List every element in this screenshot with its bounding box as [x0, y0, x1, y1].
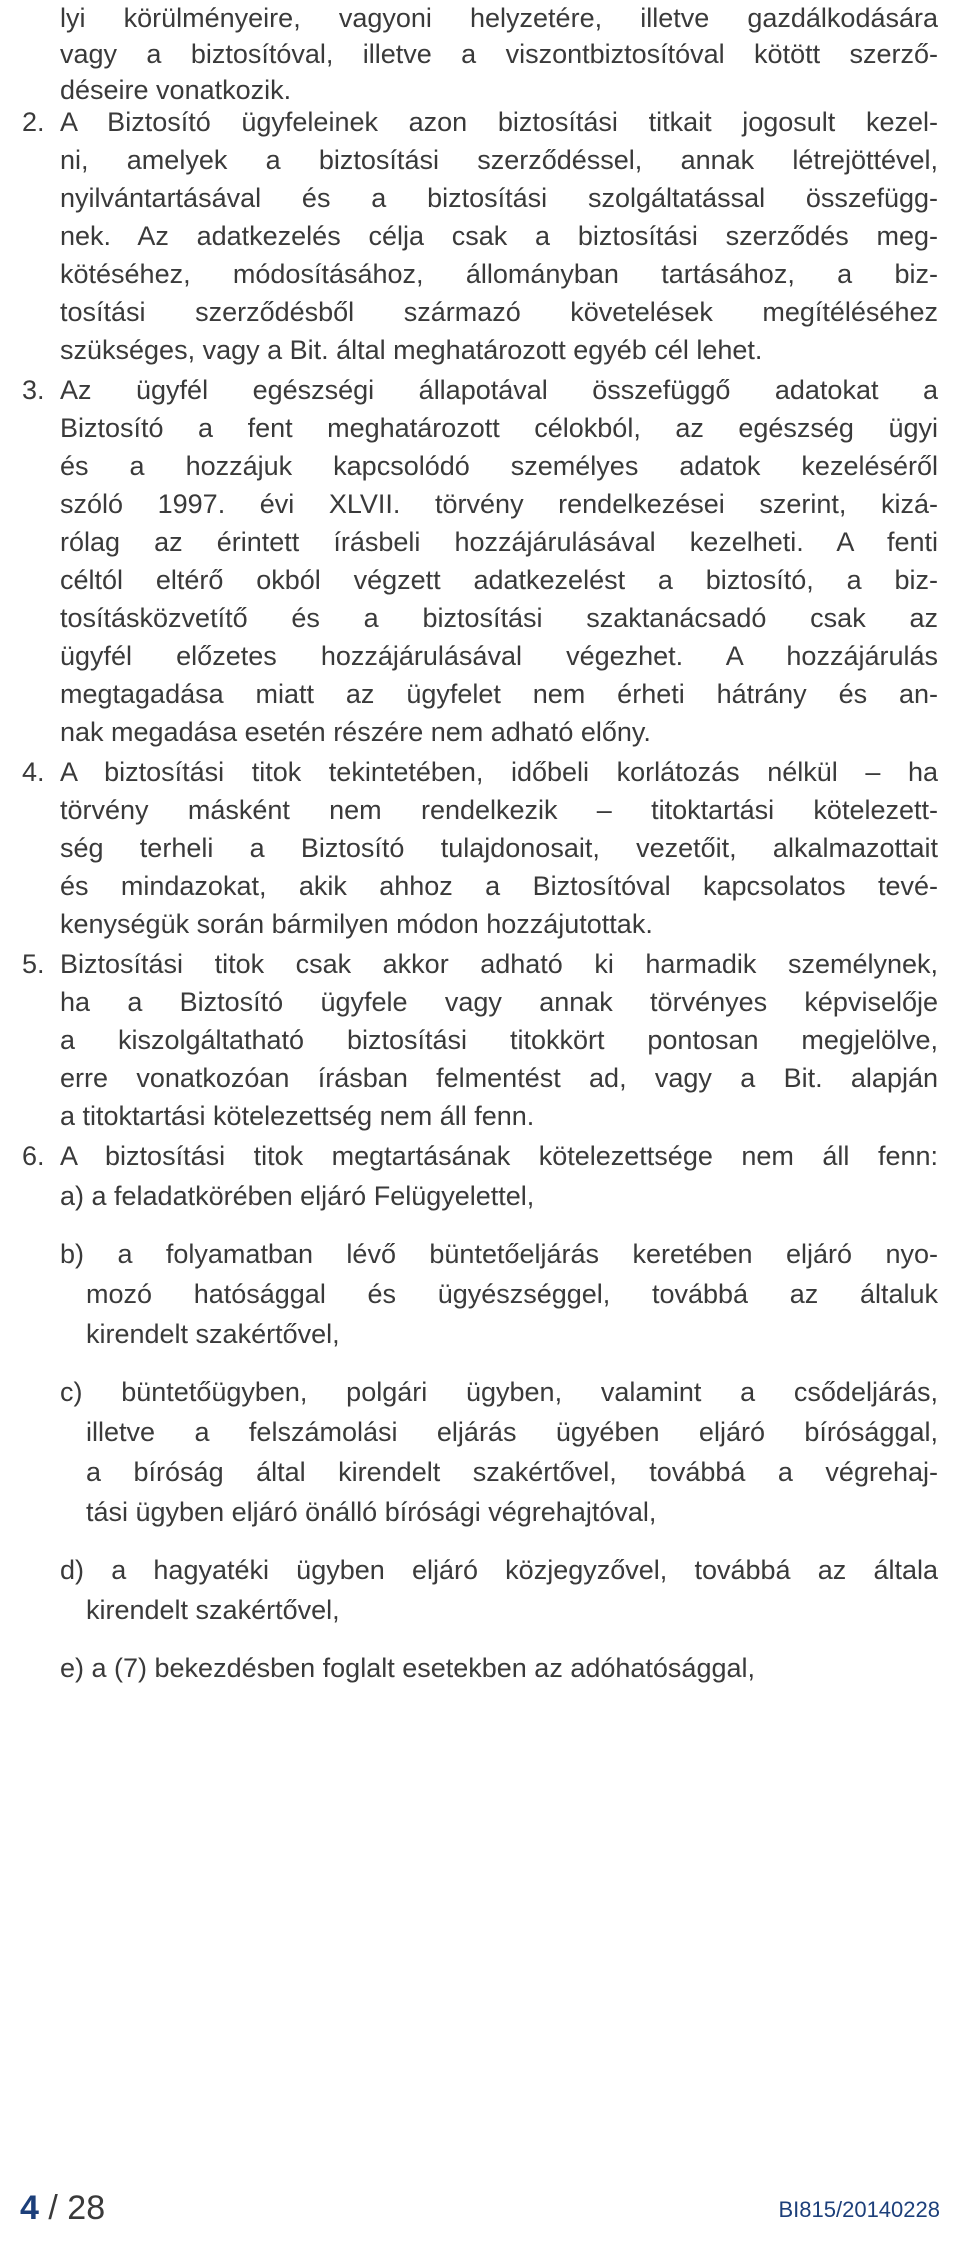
page-current: 4 — [20, 2189, 39, 2227]
text-line: Biztosító a fent meghatározott célokból, az egészség ügyi — [60, 413, 938, 443]
text-line: ség terheli a Biztosító tulajdonosait, vezetőit, alkalmazottait — [60, 833, 938, 863]
subitem-line: mozó hatósággal és ügyészséggel, továbbá az általuk — [86, 1279, 938, 1309]
subitem-line: b) a folyamatban lévő büntetőeljárás keretében eljáró nyo- — [60, 1239, 938, 1269]
text-line: megtagadása miatt az ügyfelet nem érheti hátrány és an- — [60, 679, 938, 709]
paragraph-number: 6. — [22, 1141, 45, 1171]
text-line: és mindazokat, akik ahhoz a Biztosítóval kapcsolatos tevé- — [60, 871, 938, 901]
text-line: tosítási szerződésből származó követelések megítéléséhez — [60, 297, 938, 327]
text-line: kötéséhez, módosításához, állományban tartásához, a biz- — [60, 259, 938, 289]
page-total: 28 — [67, 2189, 106, 2227]
text-line: a titoktartási kötelezettség nem áll fenn. — [60, 1101, 535, 1131]
text-line: ha a Biztosító ügyfele vagy annak törvényes képviselője — [60, 987, 938, 1017]
paragraph-number: 3. — [22, 375, 45, 405]
text-line: Biztosítási titok csak akkor adható ki harmadik személynek, — [60, 949, 938, 979]
subitem-line: d) a hagyatéki ügyben eljáró közjegyzővel, továbbá az általa — [60, 1555, 938, 1585]
page-separator: / — [48, 2189, 58, 2227]
text-line: ügyfél előzetes hozzájárulásával végezhet. A hozzájárulás — [60, 641, 938, 671]
subitem-line: kirendelt szakértővel, — [86, 1595, 340, 1625]
text-line: Az ügyfél egészségi állapotával összefüggő adatokat a — [60, 375, 938, 405]
text-line: ni, amelyek a biztosítási szerződéssel, annak létrejöttével, — [60, 145, 938, 175]
text-line: kenységük során bármilyen módon hozzájutottak. — [60, 909, 653, 939]
text-line: déseire vonatkozik. — [60, 75, 292, 105]
text-line: nek. Az adatkezelés célja csak a biztosítási szerződés meg- — [60, 221, 938, 251]
subitem-line: c) büntetőügyben, polgári ügyben, valamint a csődeljárás, — [60, 1377, 938, 1407]
subitem-line: a) a feladatkörében eljáró Felügyelettel, — [60, 1181, 535, 1211]
document-code: BI815/20140228 — [778, 2197, 940, 2222]
text-line: vagy a biztosítóval, illetve a viszontbiztosítóval kötött szerző- — [60, 39, 938, 69]
subitem-line: a bíróság által kirendelt szakértővel, továbbá a végrehaj- — [86, 1457, 938, 1487]
text-line: és a hozzájuk kapcsolódó személyes adatok kezeléséről — [60, 451, 938, 481]
text-line: A biztosítási titok tekintetében, időbeli korlátozás nélkül – ha — [60, 757, 938, 787]
text-line: szóló 1997. évi XLVII. törvény rendelkezései szerint, kizá- — [60, 489, 938, 519]
subitem-line: tási ügyben eljáró önálló bírósági végrehajtóval, — [86, 1497, 657, 1527]
page-indicator — [20, 2188, 105, 2228]
text-line: céltól eltérő okból végzett adatkezelést a biztosító, a biz- — [60, 565, 938, 595]
text-line: A biztosítási titok megtartásának kötelezettsége nem áll fenn: — [60, 1141, 938, 1171]
text-line: A Biztosító ügyfeleinek azon biztosítási titkait jogosult kezel- — [60, 107, 938, 137]
paragraph-number: 4. — [22, 757, 45, 787]
paragraph-number: 2. — [22, 107, 45, 137]
subitem-line: illetve a felszámolási eljárás ügyében eljáró bírósággal, — [86, 1417, 938, 1447]
text-line: a kiszolgáltatható biztosítási titokkört pontosan megjelölve, — [60, 1025, 938, 1055]
text-line: lyi körülményeire, vagyoni helyzetére, illetve gazdálkodására — [60, 3, 938, 33]
text-line: törvény másként nem rendelkezik – titoktartási kötelezett- — [60, 795, 938, 825]
subitem-line: e) a (7) bekezdésben foglalt esetekben az adóhatósággal, — [60, 1653, 755, 1683]
paragraph-number: 5. — [22, 949, 45, 979]
text-line: szükséges, vagy a Bit. által meghatározott egyéb cél lehet. — [60, 335, 763, 365]
text-line: rólag az érintett írásbeli hozzájárulásával kezelheti. A fenti — [60, 527, 938, 557]
text-line: tosításközvetítő és a biztosítási szaktanácsadó csak az — [60, 603, 938, 633]
text-line: erre vonatkozóan írásban felmentést ad, vagy a Bit. alapján — [60, 1063, 938, 1093]
text-line: nak megadása esetén részére nem adható előny. — [60, 717, 651, 747]
subitem-line: kirendelt szakértővel, — [86, 1319, 340, 1349]
text-line: nyilvántartásával és a biztosítási szolgáltatással összefügg- — [60, 183, 938, 213]
